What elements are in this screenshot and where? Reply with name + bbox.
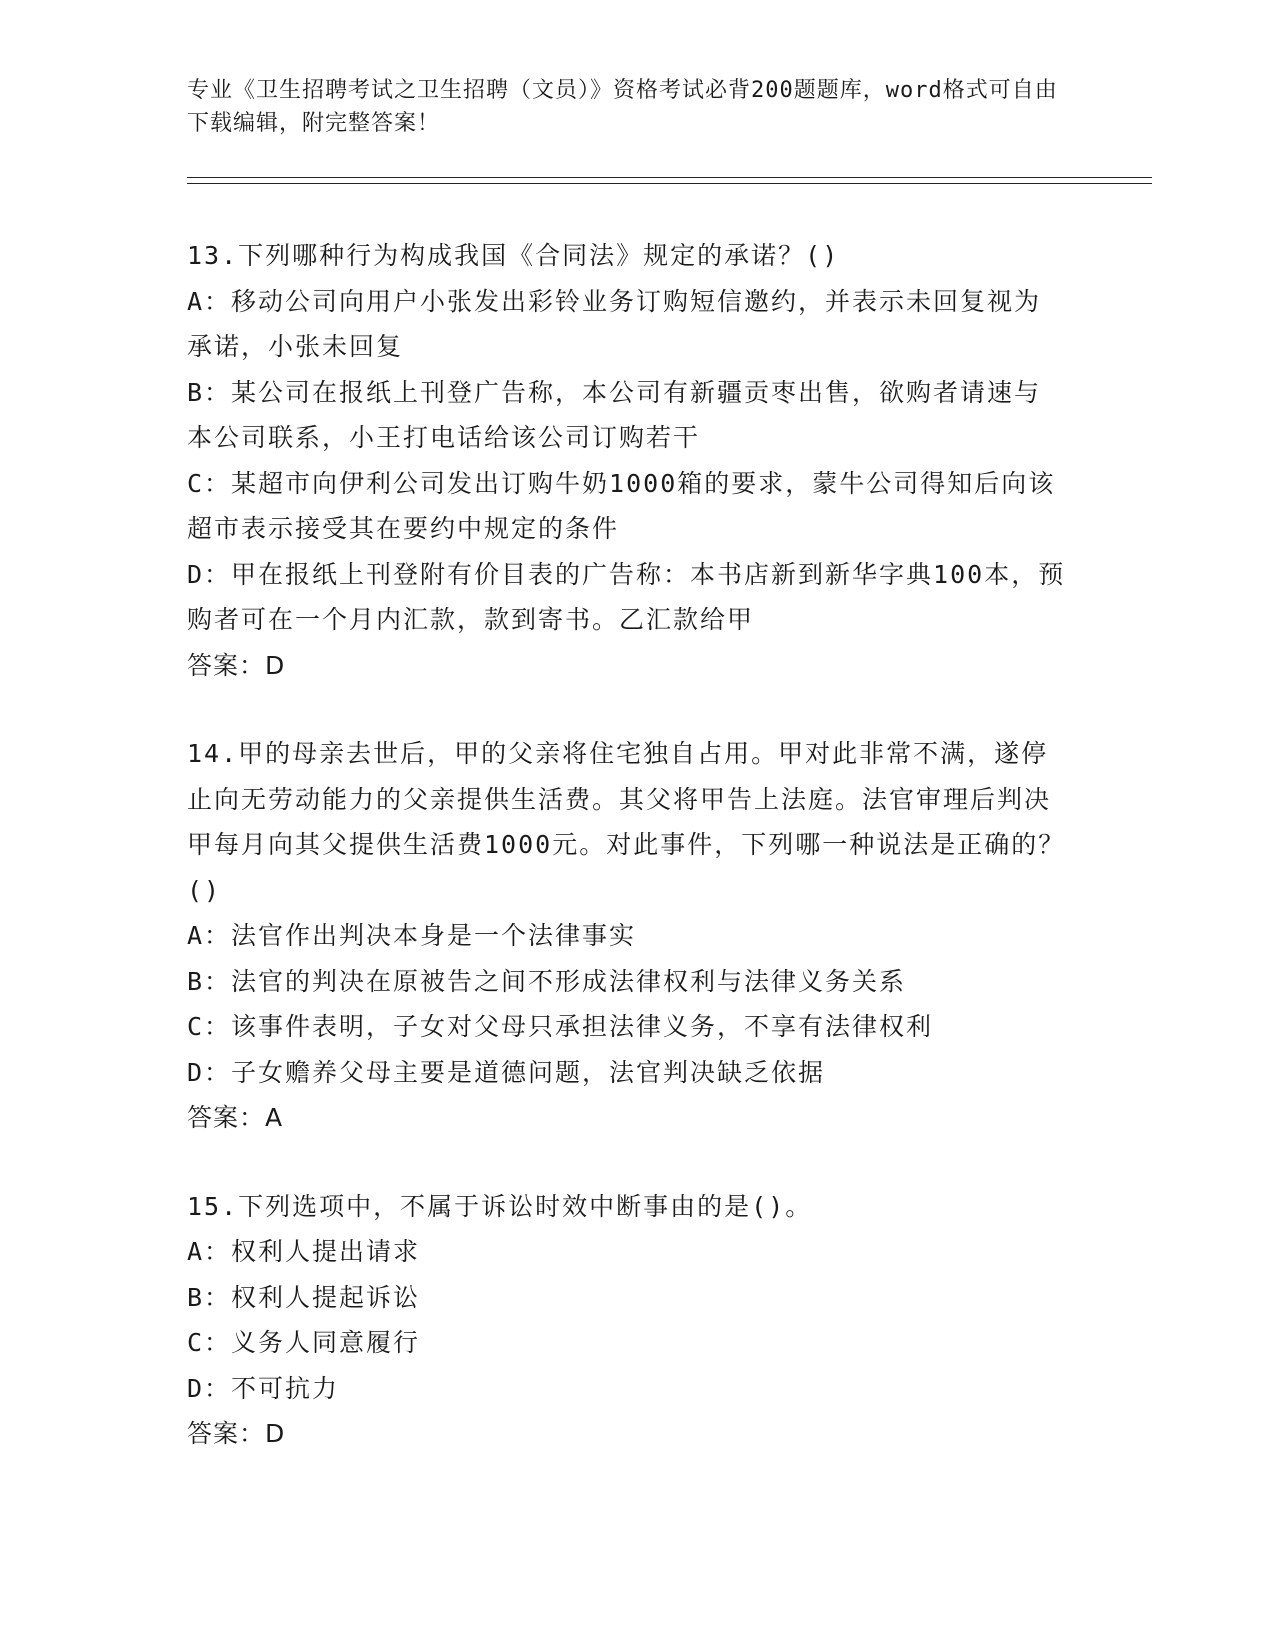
question-14 <box>187 731 1067 1141</box>
question-stem: 14.甲的母亲去世后，甲的父亲将住宅独自占用。甲对此非常不满，遂停止向无劳动能力的父亲提供生活费。其父将甲告上法庭。法官审理后判决甲每月向其父提供生活费1000元。对此事件，下列哪一种说法是正确的？() <box>187 739 1066 905</box>
option-d: D：甲在报纸上刊登附有价目表的广告称：本书店新到新华字典100本，预购者可在一个月内汇款，款到寄书。乙汇款给甲 <box>187 559 1066 634</box>
option-d: D：不可抗力 <box>187 1373 340 1403</box>
option-b: B：法官的判决在原被告之间不形成法律权利与法律义务关系 <box>187 966 907 996</box>
option-c: C：该事件表明，子女对父母只承担法律义务，不享有法律权利 <box>187 1012 934 1041</box>
option-a: A：移动公司向用户小张发出彩铃业务订购短信邀约，并表示未回复视为承诺，小张未回复 <box>187 286 1042 361</box>
option-b: B：权利人提起诉讼 <box>187 1282 421 1312</box>
header-rule-top <box>187 177 1152 178</box>
question-list <box>187 233 1067 1500</box>
option-b: B：某公司在报纸上刊登广告称，本公司有新疆贡枣出售，欲购者请速与本公司联系，小王打电话给该公司订购若干 <box>187 377 1042 452</box>
document-header: 专业《卫生招聘考试之卫生招聘（文员）》资格考试必背200题题库，word格式可自由下载编辑，附完整答案！ <box>187 78 1058 136</box>
question-stem: 15.下列选项中，不属于诉讼时效中断事由的是()。 <box>187 1191 813 1221</box>
option-d: D：子女赡养父母主要是道德问题，法官判决缺乏依据 <box>187 1057 826 1087</box>
question-15 <box>187 1184 1067 1457</box>
question-13 <box>187 233 1067 688</box>
header-rule-bottom <box>187 183 1152 184</box>
answer: 答案：D <box>187 650 286 680</box>
answer: 答案：D <box>187 1419 286 1448</box>
question-stem: 13.下列哪种行为构成我国《合同法》规定的承诺？() <box>187 241 840 270</box>
option-a: A：法官作出判决本身是一个法律事实 <box>187 921 637 950</box>
option-c: C：某超市向伊利公司发出订购牛奶1000箱的要求，蒙牛公司得知后向该超市表示接受其在要约中规定的条件 <box>187 468 1056 543</box>
answer: 答案：A <box>187 1103 284 1132</box>
option-c: C：义务人同意履行 <box>187 1328 421 1357</box>
option-a: A：权利人提出请求 <box>187 1237 421 1266</box>
